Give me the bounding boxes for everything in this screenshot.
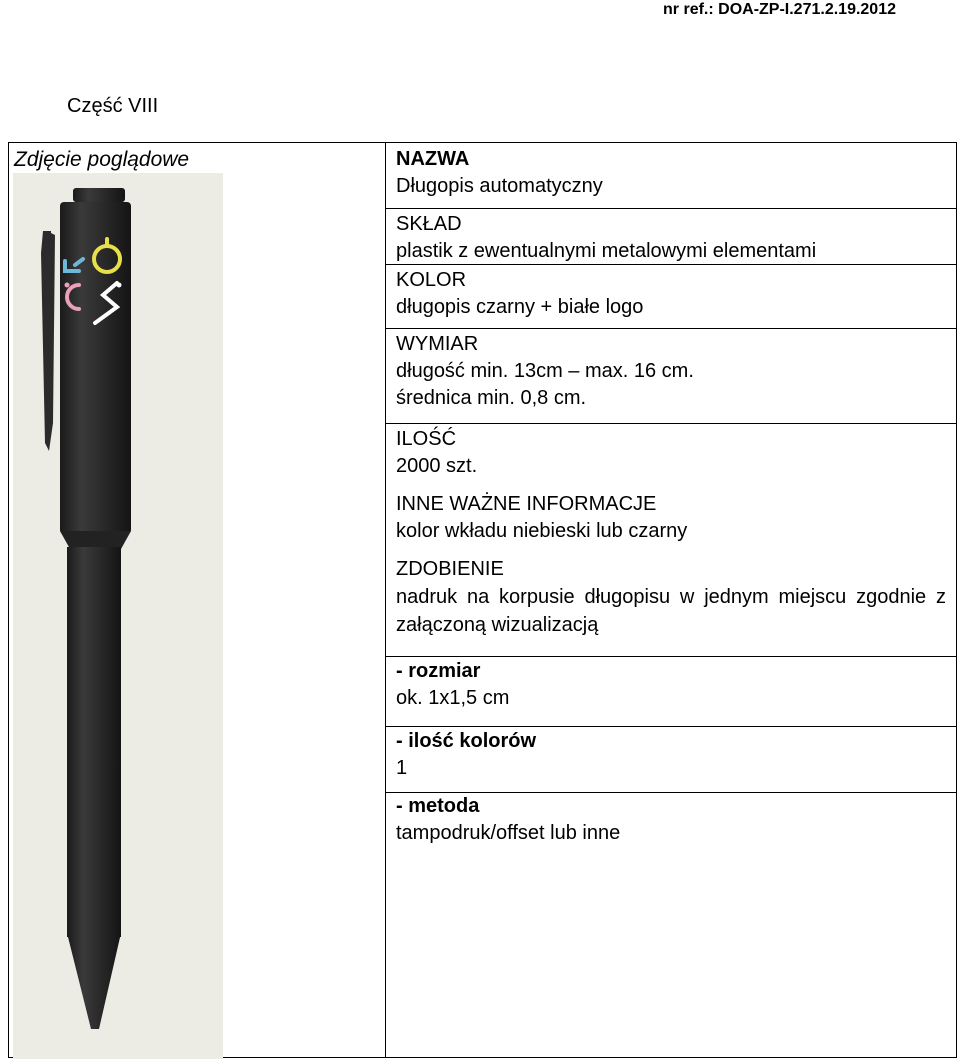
spec-label: ILOŚĆ	[396, 428, 457, 450]
spec-value: Długopis automatyczny	[396, 175, 603, 197]
spec-column	[386, 143, 956, 1057]
pen-taper	[60, 531, 131, 549]
spec-value: długość min. 13cm – max. 16 cm.	[396, 360, 694, 382]
spec-value: ok. 1x1,5 cm	[396, 687, 510, 709]
spec-label: NAZWA	[396, 148, 470, 170]
spec-label: - rozmiar	[396, 660, 481, 682]
spec-table	[8, 142, 957, 1058]
spec-value: tampodruk/offset lub inne	[396, 822, 621, 844]
spec-row-nazwa	[386, 143, 956, 209]
spec-label: SKŁAD	[396, 213, 462, 235]
photo-column	[9, 143, 386, 1057]
spec-label: - ilość kolorów	[396, 730, 537, 752]
spec-row-rozmiar	[386, 657, 956, 727]
pen-barrel	[67, 547, 121, 937]
spec-value: długopis czarny + białe logo	[396, 296, 644, 318]
spec-label: KOLOR	[396, 269, 467, 291]
spec-row-zdobienie	[386, 555, 956, 657]
spec-value: plastik z ewentualnymi metalowymi elementami	[396, 240, 817, 262]
spec-value: nadruk na korpusie długopisu w jednym miejscu zgodnie z załączoną wizualizacją	[396, 586, 946, 636]
pen-photo	[13, 173, 223, 1059]
document-reference: nr ref.: DOA-ZP-I.271.2.19.2012	[663, 1, 896, 18]
spec-row-wymiar	[386, 329, 956, 424]
part-heading: Część VIII	[67, 95, 159, 117]
spec-label: INNE WAŻNE INFORMACJE	[396, 493, 657, 515]
spec-row-kolor	[386, 265, 956, 329]
spec-row-ilosc	[386, 424, 956, 490]
pen-tip	[67, 933, 121, 1029]
spec-label: ZDOBIENIE	[396, 558, 504, 580]
spec-label: - metoda	[396, 795, 480, 817]
pen-top-cap	[73, 188, 125, 202]
photo-caption: Zdjęcie poglądowe	[14, 148, 190, 171]
spec-row-sklad	[386, 209, 956, 265]
spec-value: kolor wkładu niebieski lub czarny	[396, 520, 688, 542]
pen-illustration	[13, 173, 223, 1059]
spec-label: WYMIAR	[396, 333, 479, 355]
spec-row-ilosc-kolorow	[386, 727, 956, 793]
spec-row-metoda	[386, 793, 956, 1057]
spec-value: 2000 szt.	[396, 455, 478, 477]
pen-clip	[41, 231, 55, 451]
spec-value: 1	[396, 757, 408, 779]
spec-row-inne	[386, 489, 956, 557]
spec-value: średnica min. 0,8 cm.	[396, 387, 587, 409]
